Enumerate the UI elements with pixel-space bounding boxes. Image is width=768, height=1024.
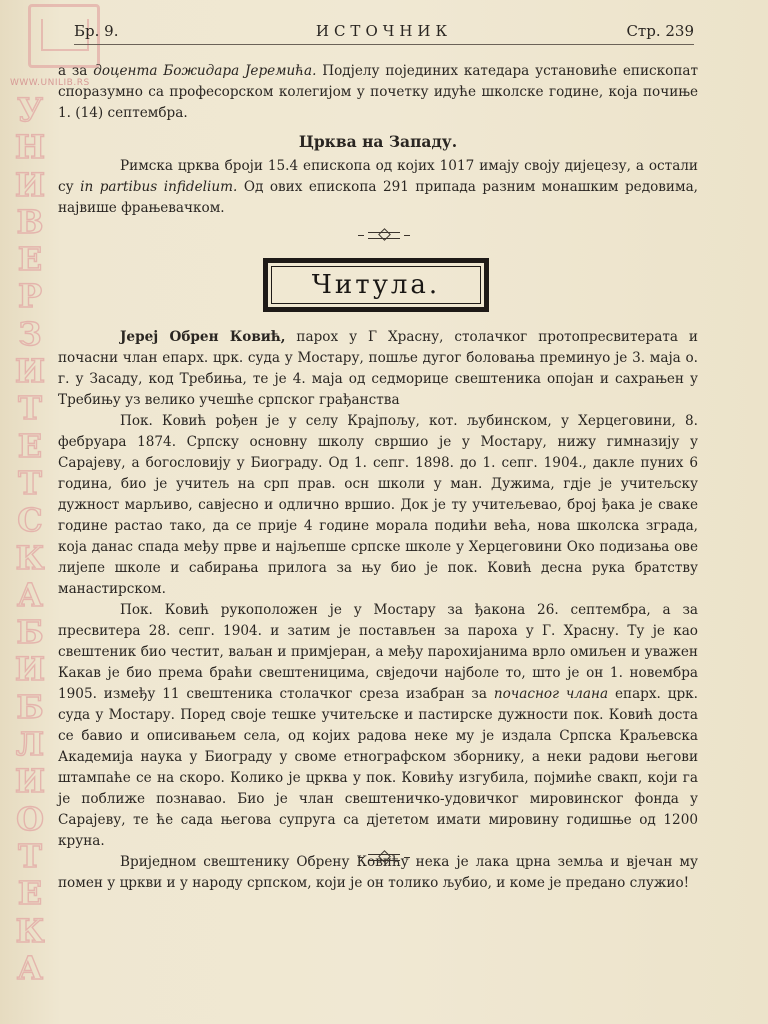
watermark-letter: Б	[16, 613, 44, 652]
end-divider-ornament	[0, 850, 768, 863]
obituary-title: Читула.	[311, 270, 441, 300]
watermark-letter: О	[16, 799, 44, 838]
intro-text-start: а за	[58, 63, 94, 79]
watermark-letter: Т	[18, 389, 42, 428]
obituary-paragraph: Вриједном свештенику Обрену Ковићу нека је лака црна земља и вјечан му помен у цркви и у народу српском, који је он толико љубио, и коме је предано служио!	[58, 854, 698, 891]
watermark-letter: Т	[18, 836, 42, 875]
deceased-name: Јереј Обрен Ковић,	[120, 329, 286, 345]
latin-phrase: in partibus infidelium.	[80, 179, 238, 195]
watermark-letter: З	[18, 314, 42, 353]
obituary-paragraph-text: Пок. Ковић рукоположен је у Мостару за ђакона 26. септембра, а за пресвитера 28. сепг. 1904. и затим је постављен за пароха у Г. Храсну. Ту је као свештеник био честит, ваљан и примјеран, а међу парохијанима врло омиљен и уважен Какав је био према браћи свештеницима, свједочи најболе то, што је он 1. новембра 1905. између 11 свештеника столачког среза изабран за	[58, 602, 698, 702]
watermark-url: WWW.UNILIB.RS	[10, 78, 90, 88]
watermark-letter: Е	[17, 874, 43, 913]
obituary-title-box	[263, 258, 489, 312]
church-text-start: Римска црква броји 15.4 епископа од којих 1017 имају своју дијецезу, а остали су	[58, 158, 698, 195]
watermark-letter: К	[15, 911, 45, 950]
section-heading: Црква на Западу.	[298, 132, 458, 151]
intro-paragraph	[58, 61, 698, 124]
obituary-paragraph-text: епарх. црк. суда у Мостару. Поред своје тешке учитељске и пастирске дужности пок. Ковић доста се бавио и описивањем села, од којих радова неке му је издала Српска Краљевска Академија наука у Биограду у своме етнографском зборнику, а неки радови његови штампаће се на скоро. Колико је црква у пок. Ковићу изгубила, појмиће свакп, који га је поближе познавао. Био је члан свештеничко-удовичког мировинског фонда у Сарајеву, те ће сада његова супруга са дјететом имати мировину годишње од 1200 круна.	[58, 686, 698, 849]
watermark-letter: Т	[18, 463, 42, 502]
church-paragraph-block	[58, 156, 698, 219]
obituary-paragraph	[58, 327, 698, 411]
intro-emphasis: доцента Божидара Јеремића.	[93, 63, 317, 79]
intro-text-end: Подјелу појединих катедара установиће епископат споразумно са професорском колегијом у почетку идуће школске године, која почиње 1. (14) септембра.	[58, 63, 699, 121]
page-number: Стр. 239	[626, 22, 694, 40]
watermark-letter: А	[16, 948, 44, 987]
watermark-letter: Р	[17, 277, 43, 316]
watermark-letter: Б	[16, 687, 44, 726]
watermark-letter: С	[17, 501, 43, 540]
obituary-paragraph-text: парох у Г Храсну, столачког протопресвитерата и почасни члан епарх. црк. суда у Мостару, пошље дугог боловања преминуо је 3. маја о. г. у Засаду, код Требиња, те је 4. маја од седморице свештеника опојан и сахрањен у Требињу уз велико учешће српског грађанства	[58, 329, 698, 408]
watermark-letter: И	[14, 650, 46, 689]
watermark-letter: К	[15, 538, 45, 577]
watermark-letter: И	[14, 165, 46, 204]
issue-number: Бр. 9.	[74, 22, 119, 40]
watermark-letter: В	[16, 202, 44, 241]
watermark-letter: И	[14, 762, 46, 801]
obituary-paragraph: Пок. Ковић рођен је у селу Крајпољу, кот. љубинском, у Херцеговини, 8. фебруара 1874. Српску основну школу свршио је у Мостару, нижу гимназију у Сарајеву, а богословију у Биограду. Од 1. сепг. 1898. до 1. сепг. 1904., дакле пуних 6 година, био је учитељ на срп прав. осн школи у ман. Дужима, гдје је учитељску дужност марљиво, савјесно и одлично вршио. Док је ту учитељевао, број ђака је сваке године растао тако, да се прије 4 године морала подићи већа, нова школска зграда, која данас спада међу прве и најљепше српске школе у Херцеговини Око подизања ове лијепе школе и сабирања прилога за њу био је пок. Ковић десна рука братству манастирском.	[58, 413, 698, 597]
journal-title: ИСТОЧНИК	[315, 22, 453, 40]
watermark-letter: Л	[15, 725, 45, 764]
watermark-letter: У	[17, 91, 43, 129]
obituary-paragraph	[58, 600, 698, 852]
church-paragraph	[58, 156, 698, 219]
watermark-letter: Е	[17, 426, 43, 465]
watermark-letter: А	[16, 575, 44, 614]
running-header	[74, 20, 694, 45]
obituary-emphasis: почасног члана	[493, 686, 609, 702]
church-text-end: Од ових епископа 291 припада разним монашким редовима, највише фрањевачком.	[58, 179, 698, 216]
obituary-text-block	[58, 327, 698, 894]
intro-paragraph-block	[58, 61, 698, 124]
section-divider-ornament	[0, 228, 768, 241]
watermark-letter: Е	[17, 240, 43, 279]
watermark-letter: Н	[14, 128, 46, 167]
watermark-letter: И	[14, 352, 46, 391]
